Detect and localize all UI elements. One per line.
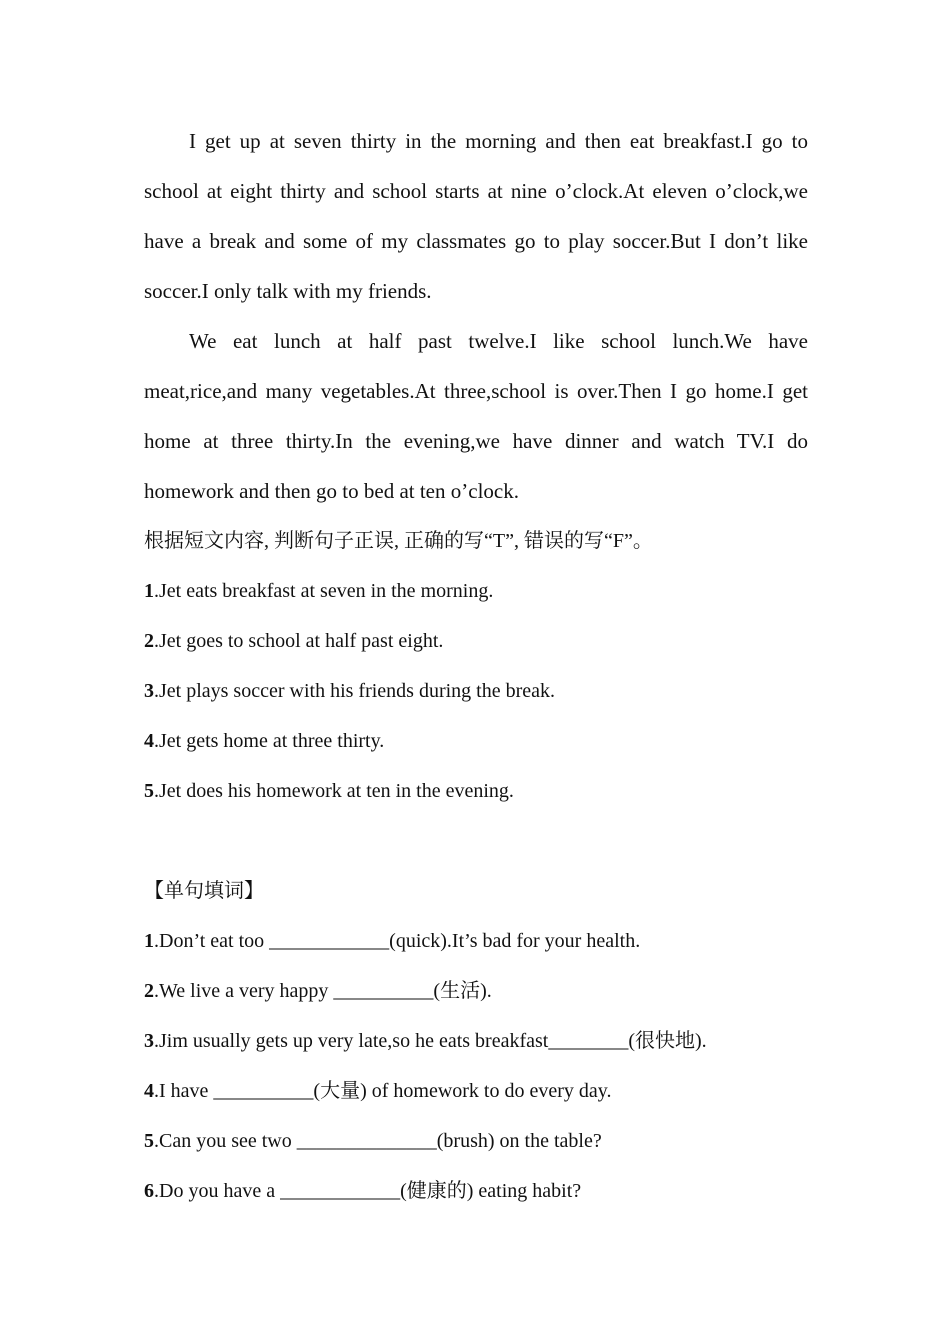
fill-item-6 — [144, 1166, 808, 1216]
reading-paragraph-1: I get up at seven thirty in the morning and then eat breakfast.I go to school at eight thirty and school starts at nine o’clock.At eleven o’clock,we have a break and some of my classmates go to play soccer.But I don’t like soccer.I only talk with my friends. — [144, 129, 808, 303]
fill-item-number: 2 — [144, 980, 154, 1002]
fill-item-number: 1 — [144, 930, 154, 952]
section-spacer — [144, 816, 808, 866]
fill-item-3 — [144, 1016, 808, 1066]
tf-item-number: 3 — [144, 680, 154, 702]
fill-item-text: .I have __________(大量) of homework to do every day. — [154, 1080, 612, 1102]
tf-item-text: .Jet does his homework at ten in the evening. — [154, 780, 514, 802]
tf-instruction: 根据短文内容, 判断句子正误, 正确的写“T”, 错误的写“F”。 — [144, 530, 653, 552]
fill-item-2 — [144, 966, 808, 1016]
fill-item-text: .Can you see two ______________(brush) on the table? — [154, 1130, 602, 1152]
tf-item-number: 5 — [144, 780, 154, 802]
tf-item-2 — [144, 616, 808, 666]
reading-passage — [144, 116, 808, 516]
fill-item-number: 5 — [144, 1130, 154, 1152]
tf-item-5 — [144, 766, 808, 816]
fill-item-5 — [144, 1116, 808, 1166]
fill-item-4 — [144, 1066, 808, 1116]
fill-item-text: .Don’t eat too ____________(quick).It’s bad for your health. — [154, 930, 641, 952]
document-page — [144, 116, 808, 1216]
tf-item-text: .Jet gets home at three thirty. — [154, 730, 385, 752]
fill-item-number: 3 — [144, 1030, 154, 1052]
fill-item-text: .Do you have a ____________(健康的) eating habit? — [154, 1180, 582, 1202]
tf-item-number: 4 — [144, 730, 154, 752]
tf-item-text: .Jet goes to school at half past eight. — [154, 630, 444, 652]
fill-item-1 — [144, 916, 808, 966]
true-false-section — [144, 516, 808, 816]
tf-item-number: 1 — [144, 580, 154, 602]
fill-item-number: 6 — [144, 1180, 154, 1202]
tf-item-number: 2 — [144, 630, 154, 652]
tf-item-4 — [144, 716, 808, 766]
fill-item-text: .We live a very happy __________(生活). — [154, 980, 492, 1002]
tf-item-text: .Jet plays soccer with his friends during the break. — [154, 680, 556, 702]
fill-item-number: 4 — [144, 1080, 154, 1102]
tf-item-3 — [144, 666, 808, 716]
tf-item-1 — [144, 566, 808, 616]
tf-item-text: .Jet eats breakfast at seven in the morning. — [154, 580, 494, 602]
reading-paragraph-2: We eat lunch at half past twelve.I like school lunch.We have meat,rice,and many vegetables.At three,school is over.Then I go home.I get home at three thirty.In the evening,we have dinner and watch TV.I do homework and then go to bed at ten o’clock. — [144, 329, 808, 503]
fill-heading: 【单句填词】 — [144, 880, 264, 902]
fill-in-section — [144, 866, 808, 1216]
fill-item-text: .Jim usually gets up very late,so he eats breakfast________(很快地). — [154, 1030, 707, 1052]
